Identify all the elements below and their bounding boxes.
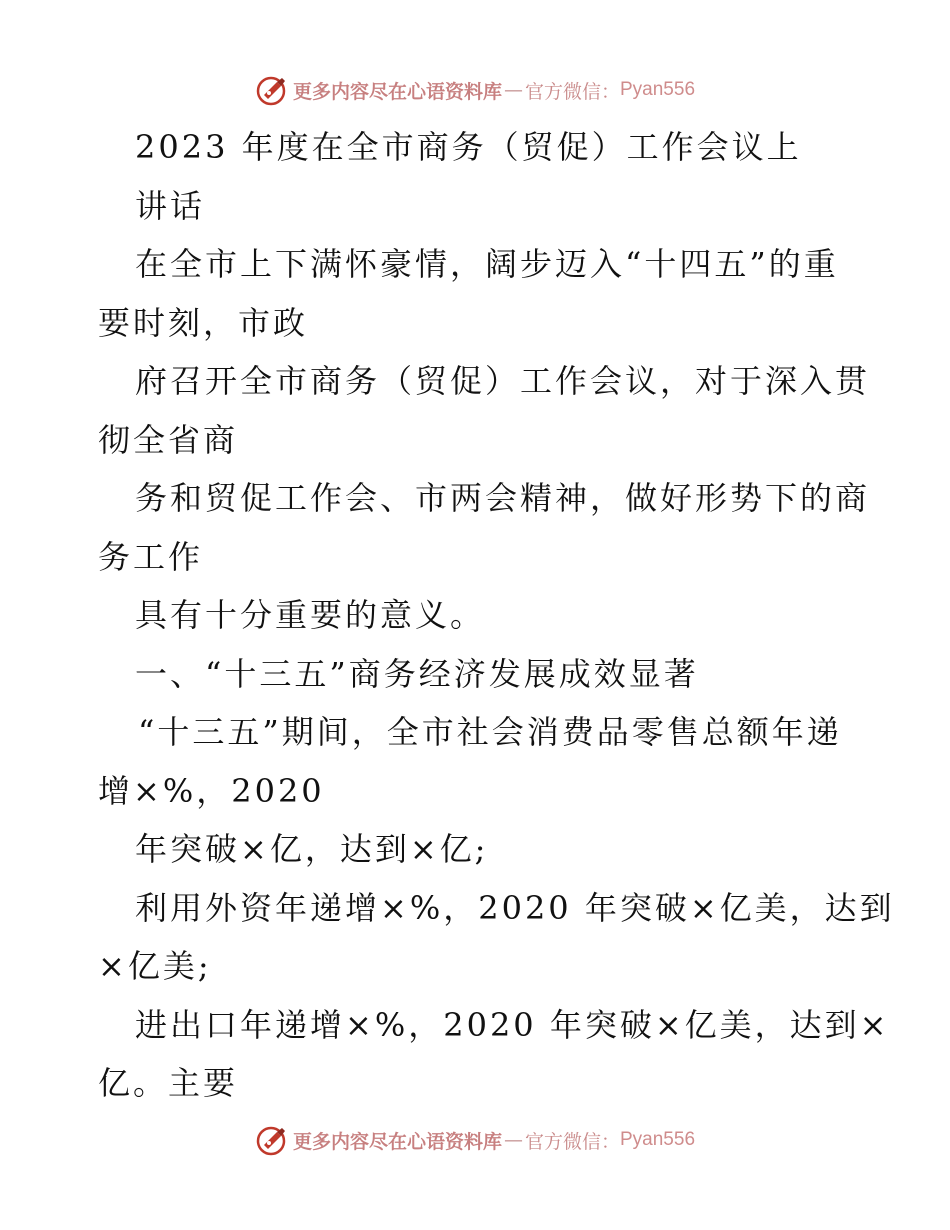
paragraph-line: 具有十分重要的意义。 <box>135 596 486 634</box>
title-line-2: 讲话 <box>135 186 206 225</box>
paragraph-line: 利用外资年递增×%，2020 年突破×亿美，达到 <box>135 888 895 927</box>
pen-nib-logo-icon <box>255 1123 289 1157</box>
watermark-separator: — <box>503 79 523 101</box>
header-watermark <box>0 70 950 110</box>
paragraph-line: 增×%，2020 <box>98 771 325 810</box>
paragraph-line: “十三五”期间，全市社会消费品零售总额年递 <box>138 713 842 751</box>
watermark-separator: — <box>503 1129 523 1151</box>
paragraph-line: 务和贸促工作会、市两会精神，做好形势下的商 <box>135 479 871 517</box>
paragraph-line: 在全市上下满怀豪情，阔步迈入“十四五”的重 <box>135 245 839 283</box>
watermark-text: 更多内容尽在心语资料库 <box>292 80 502 103</box>
watermark-wechat-id: Pyan556 <box>620 79 696 100</box>
paragraph-line: 亿。主要 <box>98 1064 239 1102</box>
section-heading: 一、“十三五”商务经济发展成效显著 <box>135 654 699 693</box>
watermark-wechat-label: 官方微信： <box>524 1130 620 1153</box>
paragraph-line: 彻全省商 <box>98 420 239 459</box>
paragraph-line: 进出口年递增×%，2020 年突破×亿美，达到× <box>135 1005 890 1044</box>
watermark-text: 更多内容尽在心语资料库 <box>292 1130 502 1153</box>
paragraph-line: 年突破×亿，达到×亿; <box>135 830 489 868</box>
watermark-wechat-id: Pyan556 <box>620 1129 696 1150</box>
title-line-1: 2023 年度在全市商务（贸促）工作会议上 <box>135 128 802 166</box>
watermark-wechat-label: 官方微信： <box>524 80 620 103</box>
paragraph-line: 府召开全市商务（贸促）工作会议，对于深入贯 <box>135 362 871 400</box>
paragraph-line: 要时刻，市政 <box>98 303 309 342</box>
pen-nib-logo-icon <box>255 73 289 107</box>
paragraph-line: ×亿美; <box>98 947 212 985</box>
footer-watermark <box>0 1120 950 1160</box>
paragraph-line: 务工作 <box>98 537 204 576</box>
document-body <box>98 118 895 1113</box>
